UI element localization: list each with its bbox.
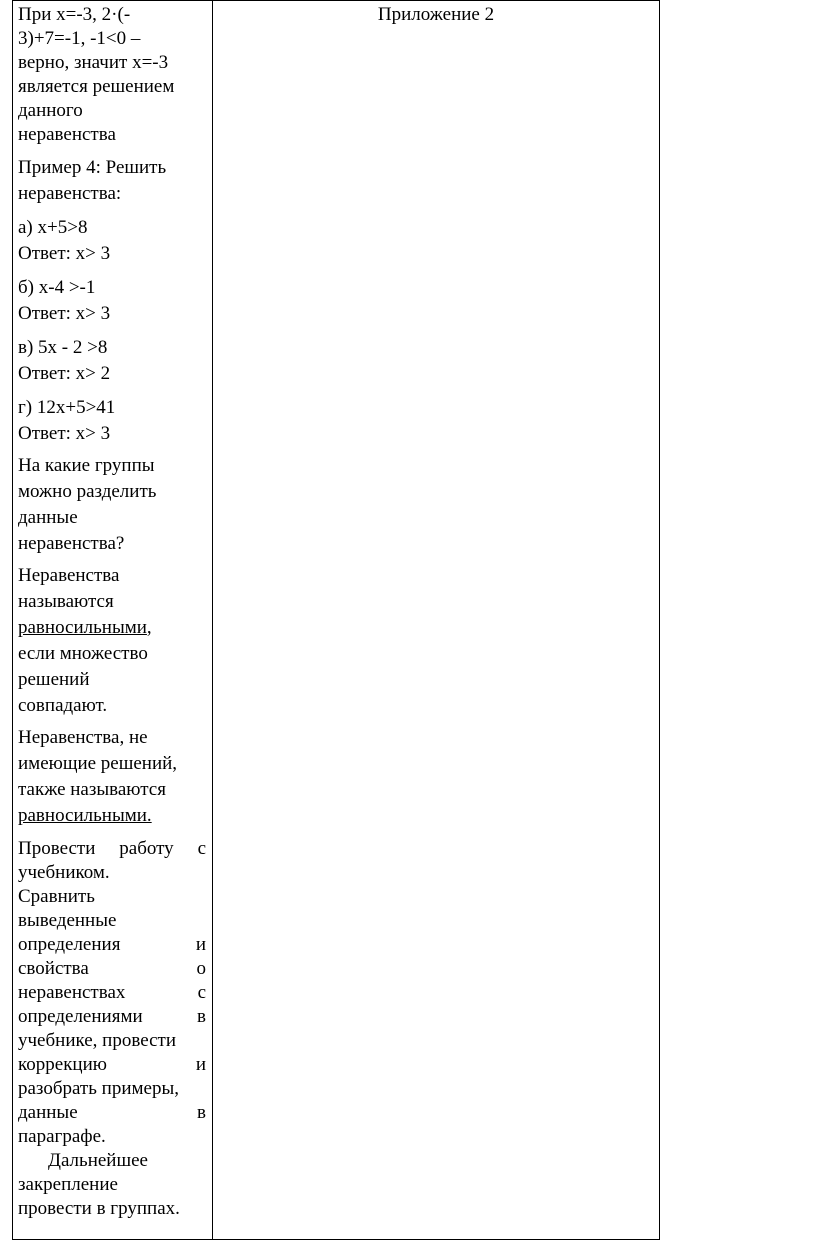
word: Провести bbox=[18, 838, 96, 859]
word: с bbox=[197, 982, 206, 1003]
answer-text: Ответ: х> 3 bbox=[18, 243, 111, 264]
example-block bbox=[18, 155, 206, 207]
intro-line: 3)+7=-1, -1<0 – bbox=[18, 28, 141, 49]
intro-line: При х=-3, 2·(- bbox=[18, 4, 131, 25]
work-line: выведенные bbox=[18, 910, 117, 931]
task-text: в) 5х - 2 >8 bbox=[18, 337, 108, 358]
word: неравенствах bbox=[18, 982, 126, 1003]
definition-line bbox=[18, 615, 206, 641]
question-line: данные bbox=[18, 507, 78, 528]
word: с bbox=[197, 838, 206, 859]
intro-block bbox=[18, 3, 206, 147]
question-block bbox=[18, 453, 206, 557]
definition-2 bbox=[18, 725, 206, 829]
work-line: Дальнейшее bbox=[48, 1150, 148, 1171]
work-line: провести в группах. bbox=[18, 1198, 180, 1219]
definition-line: также называются bbox=[18, 779, 166, 800]
work-line: закрепление bbox=[18, 1174, 118, 1195]
definition-line: решений bbox=[18, 669, 90, 690]
comma: , bbox=[146, 617, 152, 638]
work-line: разобрать примеры, bbox=[18, 1078, 179, 1099]
word: и bbox=[195, 1054, 206, 1075]
work-line bbox=[18, 981, 206, 1005]
intro-line: является решением bbox=[18, 76, 175, 97]
answer-text: Ответ: х> 2 bbox=[18, 363, 111, 384]
definition-line: если множество bbox=[18, 643, 148, 664]
example-line: неравенства: bbox=[18, 183, 122, 204]
work-line: учебнике, провести bbox=[18, 1030, 177, 1051]
column-divider bbox=[212, 1, 213, 1239]
question-line: можно разделить bbox=[18, 481, 157, 502]
work-line: Сравнить bbox=[18, 886, 95, 907]
definition-1 bbox=[18, 563, 206, 719]
task-text: б) х-4 >-1 bbox=[18, 277, 96, 298]
intro-line: верно, значит х=-3 bbox=[18, 52, 169, 73]
word: свойства bbox=[18, 958, 89, 979]
work-line bbox=[18, 933, 206, 957]
word: определениями bbox=[18, 1006, 143, 1027]
definition-line: совпадают. bbox=[18, 695, 108, 716]
definition-line: Неравенства bbox=[18, 565, 120, 586]
work-block bbox=[18, 837, 206, 1221]
word: определения bbox=[18, 934, 121, 955]
example-line: Пример 4: Решить bbox=[18, 157, 167, 178]
item-d bbox=[18, 395, 206, 447]
answer-text: Ответ: х> 3 bbox=[18, 303, 111, 324]
question-line: На какие группы bbox=[18, 455, 155, 476]
work-line bbox=[18, 1005, 206, 1029]
intro-line: неравенства bbox=[18, 124, 116, 145]
appendix-title: Приложение 2 bbox=[377, 4, 495, 25]
work-line bbox=[18, 957, 206, 981]
word: работу bbox=[119, 838, 174, 859]
definition-line: называются bbox=[18, 591, 114, 612]
definition-line bbox=[18, 803, 206, 829]
work-line: учебником. bbox=[18, 862, 110, 883]
item-a bbox=[18, 215, 206, 267]
word: в bbox=[197, 1102, 206, 1123]
work-line bbox=[18, 1053, 206, 1077]
item-c bbox=[18, 335, 206, 387]
question-line: неравенства? bbox=[18, 533, 125, 554]
task-text: г) 12х+5>41 bbox=[18, 397, 116, 418]
word: коррекцию bbox=[18, 1054, 107, 1075]
item-b bbox=[18, 275, 206, 327]
left-column bbox=[18, 3, 206, 1221]
word: данные bbox=[18, 1102, 78, 1123]
task-text: а) х+5>8 bbox=[18, 217, 88, 238]
work-line: параграфе. bbox=[18, 1126, 106, 1147]
term-underlined: равносильными bbox=[18, 617, 147, 638]
term-underlined: равносильными. bbox=[18, 805, 152, 826]
work-line bbox=[18, 837, 206, 861]
word: в bbox=[197, 1006, 206, 1027]
word: о bbox=[196, 958, 206, 979]
word: и bbox=[195, 934, 206, 955]
intro-line: данного bbox=[18, 100, 83, 121]
answer-text: Ответ: х> 3 bbox=[18, 423, 111, 444]
definition-line: Неравенства, не bbox=[18, 727, 148, 748]
lesson-table bbox=[12, 0, 660, 1240]
work-line bbox=[18, 1101, 206, 1125]
definition-line: имеющие решений, bbox=[18, 753, 178, 774]
right-column bbox=[213, 3, 659, 27]
